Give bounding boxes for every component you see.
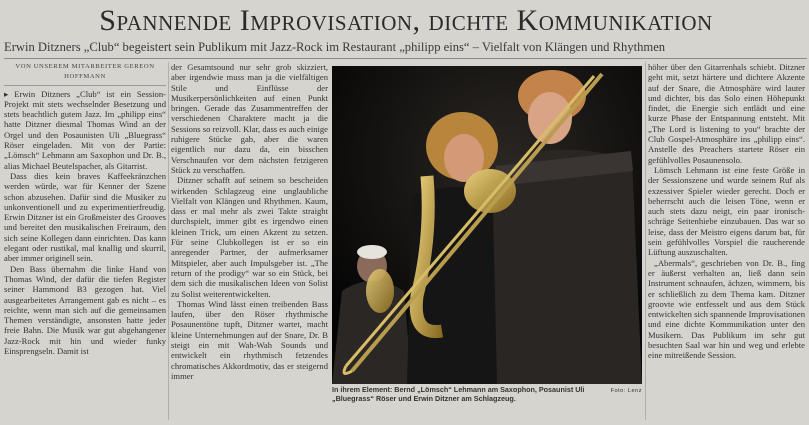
article-column-2: [171, 62, 328, 381]
musicians-illustration: [332, 66, 642, 384]
headline: Spannende Improvisation, dichte Kommunikation: [99, 4, 713, 37]
column-divider: [168, 62, 169, 420]
paragraph: ▸ Erwin Ditzners „Club“ ist ein Session-Projekt mit stets wechselnder Besetzung und stets beachtlich gutem Jazz. Im „philipp eins“ hatte Ditzner diesmal Thomas Wind an der Orgel und den Posaunisten Uli „Bluegrass“ Röser eingeladen. Mit von der Partie: „Lömsch“ Lehmann am Saxophon und Dr. B., alias Michael Beutelspacher, als Gitarrist.: [4, 88, 166, 171]
paragraph: Lömsch Lehmann ist eine feste Größe in der Sessionszene und wurde seinem Ruf als exzessiver Spieler wieder gerecht. Doch er beherrscht auch die leisen Töne, wenn er auch stets dazu neigt, ein paar ironisch-schräge Seitenhiebe einzubauen. Das war so leise, dass der Meistro eigens darum bat, für sein gefühlvolles Vorspiel die raucherende Lüftung auszuschalten.: [648, 164, 805, 258]
paragraph: höher über den Gitarrenhals schiebt. Ditzner geht mit, setzt härtere und dichtere Akzente auf der Snare, die Atmosphäre wird lauter und dichter, bis das Solo einen Höhepunkt findet, die Energie sich entlädt und eine kurze Phase der Entspannung entsteht. Mit „The Lord is listening to you“ brachte der Club Gospel-Atmosphäre ins „philipp eins“. Anstelle des Preachers startete Röser ein gefühlvolles Posaunensolo.: [648, 62, 805, 165]
caption-text: In ihrem Element: Bernd „Lömsch“ Lehmann am Saxophon, Posaunist Uli „Bluegrass“ Röser und Erwin Ditzner am Schlagzeug.: [332, 385, 585, 404]
paragraph: Den Bass übernahm die linke Hand von Thomas Wind, der dafür die tiefen Register seiner Hammond B3 gezogen hat. Viel ausgearbeitetes Arrangement gab es nicht – es reichte, wenn man sich auf die gemeinsamen Themen verständigte, ansonsten hatte jeder freie Bahn. Die Musik war gut abgehangener Jazz-Rock mit hin und wieder funky Einsprengseln. Damit ist: [4, 263, 166, 357]
header-rule: [4, 58, 807, 59]
subheadline: Erwin Ditzners „Club“ begeistert sein Publikum mit Jazz-Rock im Restaurant „philipp eins“ – Vielfalt von Klängen und Rhythmen: [4, 40, 666, 54]
column-divider: [645, 62, 646, 420]
photo-caption: [332, 385, 642, 404]
photo-credit: Foto: Lenz: [610, 388, 642, 394]
article-column-1: [4, 62, 166, 356]
paragraph: Thomas Wind lässt einen treibenden Bass laufen, über den Röser rhythmische Posaunentöne tupft, Ditzner wartet, macht kleine Unternehmungen auf der Snare, Dr. B steigt ein mit Wah-Wah Sounds und entwickelt ein rhythmisch fetzendes chromatisches Akkordmotiv, das er steigernd immer: [171, 298, 328, 381]
paragraph: Ditzner schafft auf seinem so bescheiden wirkenden Schlagzeug eine unglaubliche Vielfalt von Klängen und Rhythmen. Kaum, dass er mal mehr als zwei Takte straight durchspielt, immer gibt es irgendwo einen kleinen Trick, um einen Akzent zu setzen. Für seine Clubkollegen ist er so ein anregender Partner, der aufmerksamer Mitspieler, aber auch Impulsgeber ist. „The return of the prodigy“ war so ein Stück, bei dem sich die musikalischen Ideen von Solist zu Solist weiterentwickelten.: [171, 175, 328, 299]
concert-photo: [332, 66, 642, 384]
article-column-4: [648, 62, 805, 361]
paragraph: der Gesamtsound nur sehr grob skizziert, aber irgendwie muss man ja die vielfältigen Stile und Einflüsse der Musikerpersönlichkeiten auf einen Punkt bringen. Gerade das Zusammentreffen der verschiedenen Charaktere macht ja die Sessions so reizvoll. Klar, dass es auch einige ruhigere Stücke gab, aber die waren eigentlich nur dazu da, ein bisschen Verschnaufen vor dem nächsten fetzigeren Stück zu verschaffen.: [171, 62, 328, 175]
byline: VON UNSEREM MITARBEITER GEREON HOFFMANN: [4, 62, 166, 86]
paragraph: „Abermals“, geschrieben von Dr. B., fing er äußerst verhalten an, ließ dann sein Instrument schnaufen, ächzen, wimmern, bis er schließlich zu dem Thema kam. Ditzner groovte wie entfesselt und aus dem Stück entwickelten sich spannende Improvisationen und eine dichte Kommunikation unter den Musikern. Das Publikum im sehr gut besuchten Saal war hin und weg und erlebte eine mitreißende Session.: [648, 257, 805, 361]
paragraph: Dass dies kein braves Kaffeekränzchen werden würde, war für Kenner der Szene schon abzusehen. Dafür sind die Musiker zu unkonventionell und zu experimentierfreudig. Erwin Ditzner ist ein Großmeister des Grooves und bereitet den musikalischen Freiraum, den sich seine Kollegen dann einrichten. Das kann elegant oder rustikal, mal knallig und skurril, aber immer originell sein.: [4, 170, 166, 264]
